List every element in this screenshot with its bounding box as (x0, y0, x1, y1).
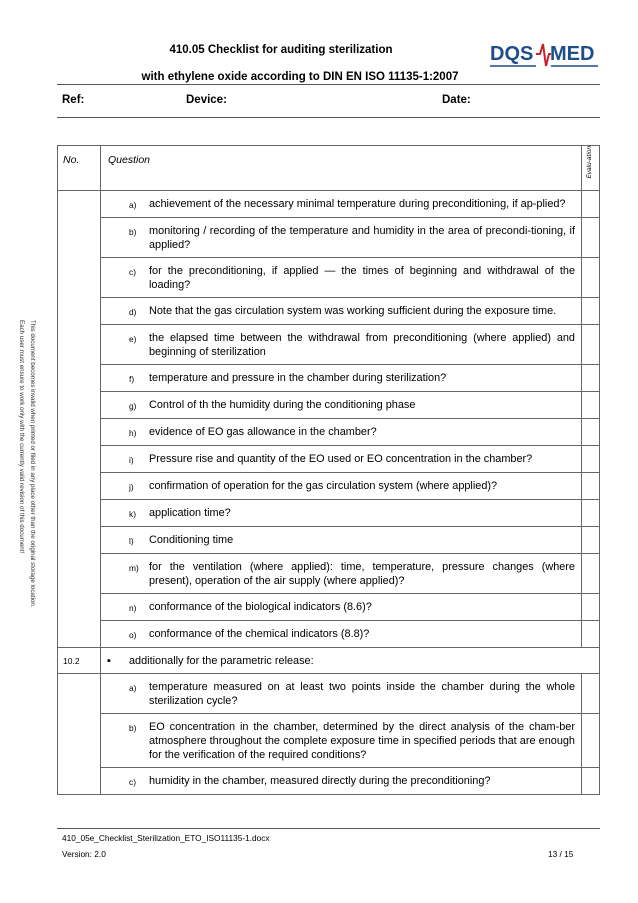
question-cell (101, 594, 582, 621)
header-rule-top (57, 84, 600, 85)
number-cell-empty (58, 674, 101, 795)
evaluation-cell[interactable] (582, 218, 600, 258)
section-number: 10.2 (58, 648, 101, 674)
checklist-item-row (58, 714, 600, 768)
evaluation-cell[interactable] (582, 473, 600, 500)
item-letter: l) (129, 536, 134, 546)
checklist-item-row (58, 621, 600, 648)
question-cell (101, 674, 582, 714)
evaluation-cell[interactable] (582, 446, 600, 473)
item-question-text: Control of th the humidity during the conditioning phase (149, 399, 416, 411)
logo-pulse-icon (536, 44, 551, 66)
checklist-item-row (58, 325, 600, 365)
evaluation-cell[interactable] (582, 365, 600, 392)
footer-page-number: 13 / 15 (548, 849, 574, 859)
evaluation-cell[interactable] (582, 191, 600, 218)
evaluation-cell[interactable] (582, 500, 600, 527)
evaluation-cell[interactable] (582, 621, 600, 648)
logo-text-med: MED (550, 43, 595, 65)
item-letter: e) (129, 334, 137, 344)
checklist-item-row (58, 594, 600, 621)
column-header-no: No. (58, 146, 101, 191)
checklist-item-row (58, 527, 600, 554)
item-question-text: EO concentration in the chamber, determined by the direct analysis of the cham-ber atmosphere throughout the complete exposure time in specified periods that are enough for the verification of the required conditions? (149, 721, 575, 761)
question-cell (101, 714, 582, 768)
question-cell (101, 554, 582, 594)
item-question-text: Conditioning time (149, 534, 234, 546)
evaluation-cell[interactable] (582, 768, 600, 795)
checklist-table (57, 145, 600, 795)
item-question-text: evidence of EO gas allowance in the chamber? (149, 426, 377, 438)
item-letter: d) (129, 307, 137, 317)
question-cell (101, 500, 582, 527)
evaluation-cell[interactable] (582, 674, 600, 714)
question-cell (101, 258, 582, 298)
date-label: Date: (442, 94, 471, 106)
checklist-item-row (58, 674, 600, 714)
item-question-text: achievement of the necessary minimal temperature during preconditioning, if ap-plied? (149, 198, 566, 210)
evaluation-cell[interactable] (582, 325, 600, 365)
document-title: 410.05 Checklist for auditing sterilization (169, 44, 393, 56)
item-letter: i) (129, 455, 134, 465)
question-cell (101, 365, 582, 392)
item-question-text: confirmation of operation for the gas circulation system (where applied)? (149, 480, 498, 492)
question-cell (101, 446, 582, 473)
footer-version: Version: 2.0 (62, 849, 106, 859)
item-question-text: conformance of the chemical indicators (8.8)? (149, 628, 370, 640)
item-question-text: humidity in the chamber, measured directly during the preconditioning? (149, 775, 491, 787)
header-rule-bottom (57, 117, 600, 118)
logo-text-dqs: DQS (490, 43, 534, 65)
checklist-item-row (58, 365, 600, 392)
footer-rule (57, 828, 600, 829)
checklist-item-row (58, 258, 600, 298)
question-cell (101, 325, 582, 365)
checklist-item-row (58, 298, 600, 325)
checklist-item-row (58, 419, 600, 446)
item-letter: c) (129, 267, 136, 277)
document-subtitle: with ethylene oxide according to DIN EN ISO 11135-1:2007 (141, 71, 459, 83)
item-letter: f) (129, 374, 135, 384)
side-note-validity: This document becomes invalid when printed or filed in any place other than the original storage location. (29, 320, 36, 608)
evaluation-cell[interactable] (582, 298, 600, 325)
checklist-item-row (58, 392, 600, 419)
question-cell (101, 527, 582, 554)
checklist-item-row (58, 191, 600, 218)
checklist-item-row (58, 500, 600, 527)
evaluation-cell[interactable] (582, 419, 600, 446)
evaluation-cell[interactable] (582, 594, 600, 621)
checklist-item-row (58, 768, 600, 795)
item-question-text: temperature and pressure in the chamber during sterilization? (149, 372, 447, 384)
evaluation-cell[interactable] (582, 554, 600, 594)
item-letter: j) (129, 482, 134, 492)
item-letter: a) (129, 200, 137, 210)
checklist-item-row (58, 446, 600, 473)
section-title-cell (101, 648, 600, 674)
question-cell (101, 298, 582, 325)
number-cell-empty (58, 191, 101, 648)
item-question-text: for the preconditioning, if applied — the times of beginning and withdrawal of the loading? (149, 265, 575, 291)
item-question-text: Note that the gas circulation system was working sufficient during the exposure time. (149, 305, 557, 317)
question-cell (101, 621, 582, 648)
column-header-evaluation: Evalu-ation (582, 146, 600, 191)
question-cell (101, 419, 582, 446)
section-title: additionally for the parametric release: (129, 655, 314, 667)
item-letter: g) (129, 401, 137, 411)
item-letter: k) (129, 509, 136, 519)
item-letter: o) (129, 630, 137, 640)
device-label: Device: (186, 94, 227, 106)
item-letter: n) (129, 603, 137, 613)
evaluation-cell[interactable] (582, 527, 600, 554)
bullet-square-icon: ▪ (107, 655, 111, 667)
question-cell (101, 392, 582, 419)
checklist-item-row (58, 473, 600, 500)
item-letter: b) (129, 227, 137, 237)
question-cell (101, 218, 582, 258)
item-question-text: temperature measured on at least two points inside the chamber during the whole sterilization cycle? (149, 681, 575, 707)
item-letter: b) (129, 723, 137, 733)
question-cell (101, 191, 582, 218)
checklist-item-row (58, 218, 600, 258)
question-cell (101, 473, 582, 500)
item-question-text: application time? (149, 507, 231, 519)
side-note-revision: Each user must ensure to work only with the currently valid revision of this document! (18, 320, 25, 554)
question-cell (101, 768, 582, 795)
table-header-row (58, 146, 600, 191)
column-header-question: Question (101, 146, 582, 191)
item-letter: c) (129, 777, 136, 787)
item-letter: a) (129, 683, 137, 693)
evaluation-cell[interactable] (582, 258, 600, 298)
item-question-text: Pressure rise and quantity of the EO used or EO concentration in the chamber? (149, 453, 533, 465)
item-question-text: conformance of the biological indicators (8.6)? (149, 601, 372, 613)
evaluation-cell[interactable] (582, 714, 600, 768)
evaluation-cell[interactable] (582, 392, 600, 419)
item-letter: h) (129, 428, 137, 438)
checklist-item-row (58, 554, 600, 594)
item-question-text: the elapsed time between the withdrawal from preconditioning (where applied) and beginning of sterilization (149, 332, 575, 358)
dqs-med-logo (490, 40, 600, 70)
item-letter: m) (129, 563, 139, 573)
footer-filename: 410_05e_Checklist_Sterilization_ETO_ISO11135-1.docx (62, 833, 270, 843)
item-question-text: for the ventilation (where applied): time, temperature, pressure changes (where present), operation of the air supply (where applied)? (149, 561, 575, 587)
section-row-10-2 (58, 648, 600, 674)
item-question-text: monitoring / recording of the temperature and humidity in the area of precondi-tioning, if applied? (149, 225, 575, 251)
ref-label: Ref: (62, 94, 85, 106)
